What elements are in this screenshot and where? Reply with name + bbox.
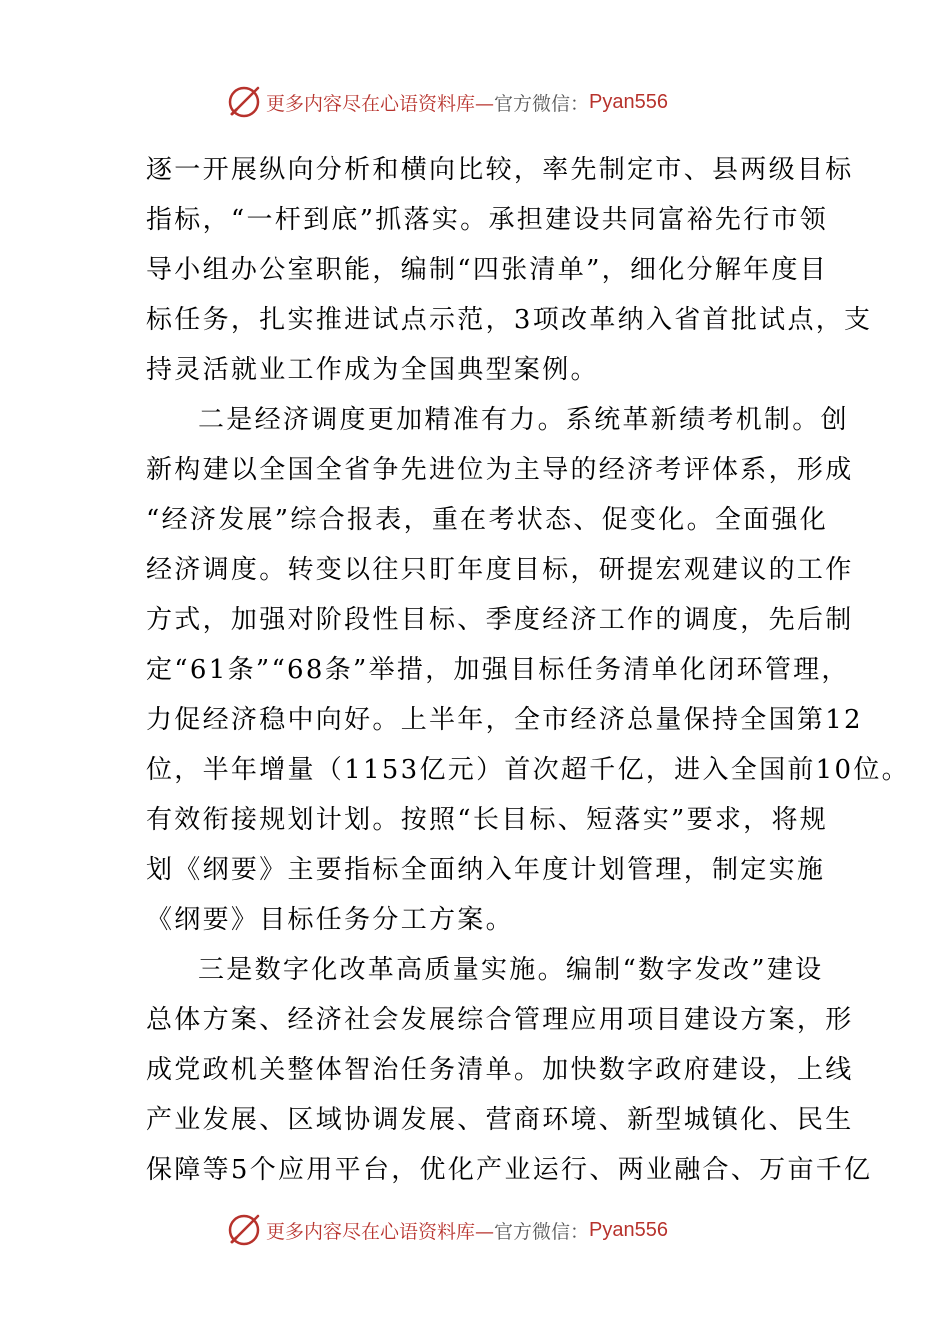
banner-wechat-label: 官方微信： — [494, 92, 590, 115]
paragraph-first-line: 三是数字化改革高质量实施。编制“数字发改”建设 — [198, 955, 824, 985]
text-line: 经济调度。转变以往只盯年度目标，研提宏观建议的工作 — [146, 555, 854, 585]
text-line: 保障等5个应用平台，优化产业运行、两业融合、万亩千亿 — [146, 1155, 873, 1185]
text-line: 标任务，扎实推进试点示范，3项改革纳入省首批试点，支 — [146, 305, 873, 335]
text-line: 划《纲要》主要指标全面纳入年度计划管理，制定实施 — [146, 855, 826, 885]
banner-text: 更多内容尽在心语资料库— — [266, 92, 495, 115]
banner-wechat-id: Pyan556 — [589, 1218, 668, 1241]
banner-text: 更多内容尽在心语资料库— — [266, 1220, 495, 1243]
text-line: 指标，“一杆到底”抓落实。承担建设共同富裕先行市领 — [146, 205, 829, 235]
banner-wechat-id: Pyan556 — [589, 90, 668, 113]
text-line: 新构建以全国全省争先进位为主导的经济考评体系，形成 — [146, 455, 854, 485]
text-line: 总体方案、经济社会发展综合管理应用项目建设方案，形 — [146, 1005, 854, 1035]
text-line: 定“61条”“68条”举措，加强目标任务清单化闭环管理， — [146, 655, 850, 685]
quill-logo-icon — [226, 1212, 262, 1248]
banner-wechat-label: 官方微信： — [494, 1220, 590, 1243]
text-line: “经济发展”综合报表，重在考状态、促变化。全面强化 — [146, 505, 829, 535]
text-line: 有效衔接规划计划。按照“长目标、短落实”要求，将规 — [146, 805, 829, 835]
footer-watermark-banner — [226, 1212, 668, 1248]
text-line: 逐一开展纵向分析和横向比较，率先制定市、县两级目标 — [146, 155, 854, 185]
text-line: 力促经济稳中向好。上半年，全市经济总量保持全国第12 — [146, 705, 863, 735]
document-body — [146, 145, 910, 1195]
text-line: 成党政机关整体智治任务清单。加快数字政府建设，上线 — [146, 1055, 854, 1085]
text-line: 导小组办公室职能，编制“四张清单”，细化分解年度目 — [146, 255, 829, 285]
quill-logo-icon — [226, 84, 262, 120]
header-watermark-banner — [226, 84, 668, 120]
text-line: 方式，加强对阶段性目标、季度经济工作的调度，先后制 — [146, 605, 854, 635]
text-line: 位，半年增量（1153亿元）首次超千亿，进入全国前10位。 — [146, 755, 910, 785]
text-line: 持灵活就业工作成为全国典型案例。 — [146, 355, 599, 385]
text-line: 产业发展、区域协调发展、营商环境、新型城镇化、民生 — [146, 1105, 854, 1135]
paragraph-first-line: 二是经济调度更加精准有力。系统革新绩考机制。创 — [198, 405, 849, 435]
text-line: 《纲要》目标任务分工方案。 — [146, 905, 514, 935]
